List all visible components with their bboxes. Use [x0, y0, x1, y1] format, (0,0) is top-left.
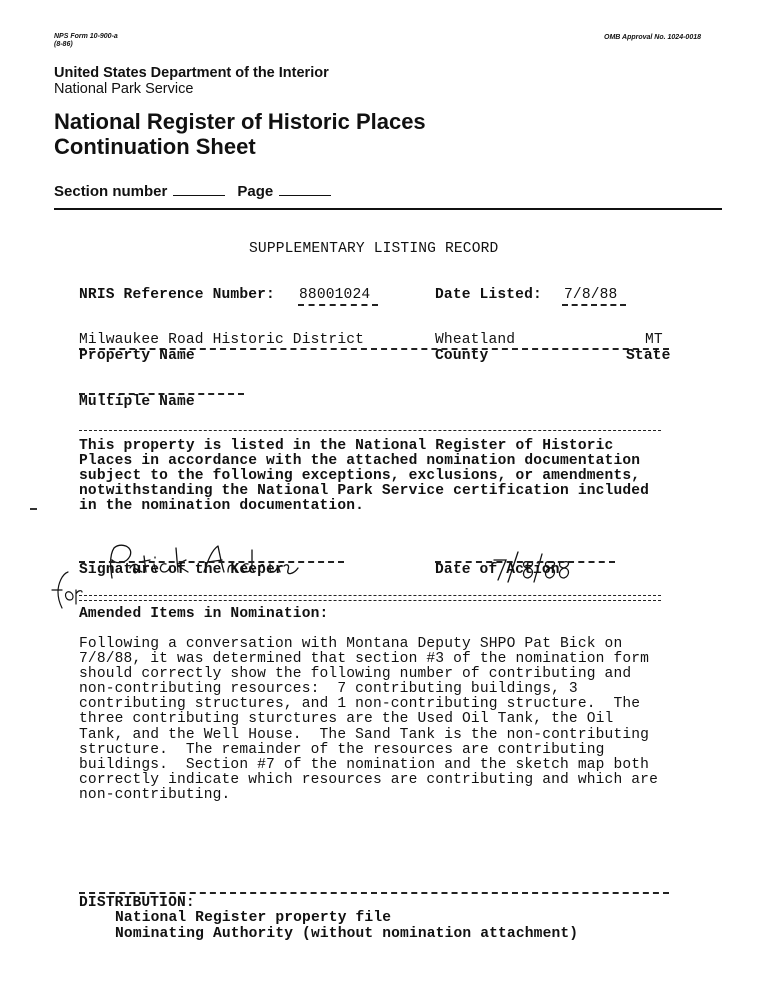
amended-line: three contributing sturctures are the Used Oil Tank, the Oil [79, 711, 614, 728]
statement-line: This property is listed in the National Register of Historic [79, 438, 614, 454]
state-label: State [626, 348, 671, 364]
statement-line: notwithstanding the National Park Service certification included [79, 483, 650, 500]
distribution-item: National Register property file [115, 910, 392, 926]
statement-separator [79, 430, 661, 431]
state-value: MT [645, 332, 663, 348]
amended-line: 7/8/88, it was determined that section #3 of the nomination form [79, 651, 650, 668]
amended-line: structure. The remainder of the resources are contributing [79, 741, 605, 758]
page-label: Page [237, 183, 274, 200]
record-heading: SUPPLEMENTARY LISTING RECORD [249, 241, 499, 257]
omb-approval: OMB Approval No. 1024-0018 [604, 34, 701, 41]
signature-label: Signature of the Keeper [79, 562, 284, 578]
county-label: County [435, 348, 489, 364]
distribution-heading: DISTRIBUTION: [79, 895, 195, 911]
distribution-separator [79, 892, 669, 894]
double-separator-top [79, 595, 661, 596]
nris-value: 88001024 [299, 287, 371, 303]
page-number-field [279, 183, 331, 196]
date-listed-underline [562, 304, 626, 306]
header-rule [54, 208, 722, 210]
department-name: United States Department of the Interior [54, 65, 329, 81]
statement-line: subject to the following exceptions, exclusions, or amendments, [79, 468, 641, 485]
date-listed-value: 7/8/88 [564, 287, 618, 303]
distribution-item: Nominating Authority (without nomination attachment) [115, 926, 579, 942]
form-number: NPS Form 10-900-a [54, 33, 118, 40]
section-page-line [54, 183, 343, 200]
for-note-text [54, 575, 55, 576]
amended-line: buildings. Section #7 of the nomination and the sketch map both [79, 756, 650, 773]
service-name: National Park Service [54, 81, 194, 97]
amended-line: should correctly show the following number of contributing and [79, 666, 632, 683]
section-number-field [173, 183, 225, 196]
amended-line: non-contributing. [79, 786, 231, 803]
keeper-signature [96, 524, 304, 589]
date-listed-label: Date Listed: [435, 287, 542, 303]
statement [79, 439, 649, 514]
margin-mark [30, 508, 37, 510]
statement-line: in the nomination documentation. [79, 498, 365, 515]
property-name-value: Milwaukee Road Historic District [79, 332, 365, 348]
date-of-action-label: Date of Action [435, 562, 560, 578]
keeper-signature-text [114, 549, 120, 550]
page-subtitle: Continuation Sheet [54, 134, 256, 159]
amended-heading: Amended Items in Nomination: [79, 606, 329, 622]
nris-underline [298, 304, 378, 306]
amended-line: Tank, and the Well House. The Sand Tank is the non-contributing [79, 726, 650, 743]
amended-line: correctly indicate which resources are contributing and which are [79, 771, 658, 788]
county-value: Wheatland [435, 332, 516, 348]
double-separator-bottom [79, 600, 661, 601]
multiple-name-label: Multiple Name [79, 394, 195, 410]
nris-label: NRIS Reference Number: [79, 287, 275, 303]
amended-line: non-contributing resources: 7 contributing buildings, 3 [79, 681, 578, 698]
amended-line: Following a conversation with Montana Deputy SHPO Pat Bick on [79, 636, 623, 652]
section-number-label: Section number [54, 183, 168, 200]
statement-line: Places in accordance with the attached nomination documentation [79, 453, 641, 470]
amended-line: contributing structures, and 1 non-contributing structure. The [79, 696, 641, 713]
page-title: National Register of Historic Places [54, 109, 426, 134]
property-name-label: Property Name [79, 348, 195, 364]
for-note [42, 552, 84, 615]
form-date: (8-86) [54, 41, 73, 48]
amended-text [79, 637, 658, 803]
action-date-text [490, 548, 493, 549]
